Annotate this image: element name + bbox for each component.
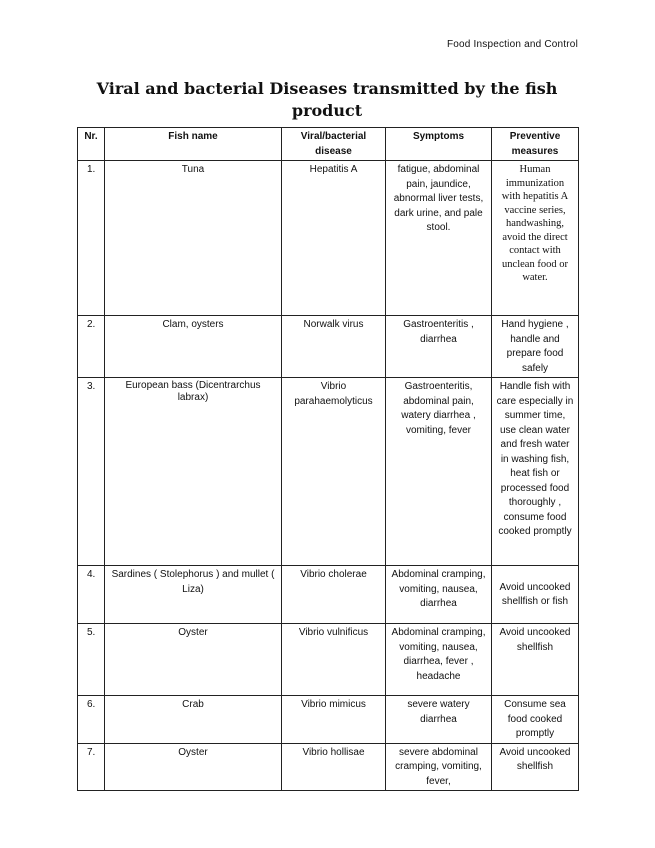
cell-disease: Vibrio vulnificus [282,624,386,696]
table-row [78,566,579,624]
column-header-nr: Nr. [78,128,105,161]
cell-fish-name: Sardines ( Stolephorus ) and mullet ( Liza) [105,566,282,624]
cell-fish-name: Oyster [105,743,282,791]
cell-disease: Vibrio cholerae [282,566,386,624]
cell-fish-name: Tuna [105,161,282,316]
cell-nr: 3. [78,378,105,566]
cell-symptoms: Gastroenteritis , diarrhea [386,316,492,378]
cell-nr: 2. [78,316,105,378]
cell-nr: 4. [78,566,105,624]
cell-symptoms: Abdominal cramping, vomiting, nausea, diarrhea, fever , headache [386,624,492,696]
cell-preventive-measures: Avoid uncooked shellfish or fish [492,566,579,624]
table-row [78,743,579,791]
table-row [78,624,579,696]
table-row [78,696,579,744]
cell-preventive-measures: Hand hygiene , handle and prepare food safely [492,316,579,378]
cell-disease: Vibrio parahaemolyticus [282,378,386,566]
column-header-fish-name: Fish name [105,128,282,161]
cell-preventive-measures: Human immunization with hepatitis A vaccine series, handwashing, avoid the direct contact with unclean food or water. [492,161,579,316]
table-row [78,378,579,566]
document-title: Viral and bacterial Diseases transmitted by the fish product [96,79,558,120]
cell-symptoms: severe watery diarrhea [386,696,492,744]
table-row [78,316,579,378]
cell-disease: Vibrio hollisae [282,743,386,791]
page-header: Food Inspection and Control [446,39,578,50]
cell-nr: 5. [78,624,105,696]
cell-fish-name: Oyster [105,624,282,696]
cell-fish-name: Crab [105,696,282,744]
cell-nr: 6. [78,696,105,744]
cell-nr: 1. [78,161,105,316]
diseases-table [77,127,579,791]
column-header-preventive-measures: Preventive measures [492,128,579,161]
cell-symptoms: severe abdominal cramping, vomiting, fever, [386,743,492,791]
cell-disease: Vibrio mimicus [282,696,386,744]
cell-preventive-measures: Consume sea food cooked promptly [492,696,579,744]
column-header-disease: Viral/bacterial disease [282,128,386,161]
cell-preventive-measures: Handle fish with care especially in summer time, use clean water and fresh water in washing fish, heat fish or processed food thoroughly , consume food cooked promptly [492,378,579,566]
table-row [78,161,579,316]
cell-symptoms: fatigue, abdominal pain, jaundice, abnormal liver tests, dark urine, and pale stool. [386,161,492,316]
cell-preventive-measures: Avoid uncooked shellfish [492,624,579,696]
cell-symptoms: Abdominal cramping, vomiting, nausea, diarrhea [386,566,492,624]
cell-nr: 7. [78,743,105,791]
cell-preventive-measures: Avoid uncooked shellfish [492,743,579,791]
cell-disease: Norwalk virus [282,316,386,378]
column-header-symptoms: Symptoms [386,128,492,161]
cell-disease: Hepatitis A [282,161,386,316]
cell-fish-name: European bass (Dicentrarchus labrax) [105,378,282,566]
cell-symptoms: Gastroenteritis, abdominal pain, watery diarrhea , vomiting, fever [386,378,492,566]
table-header-row [78,128,579,161]
cell-fish-name: Clam, oysters [105,316,282,378]
